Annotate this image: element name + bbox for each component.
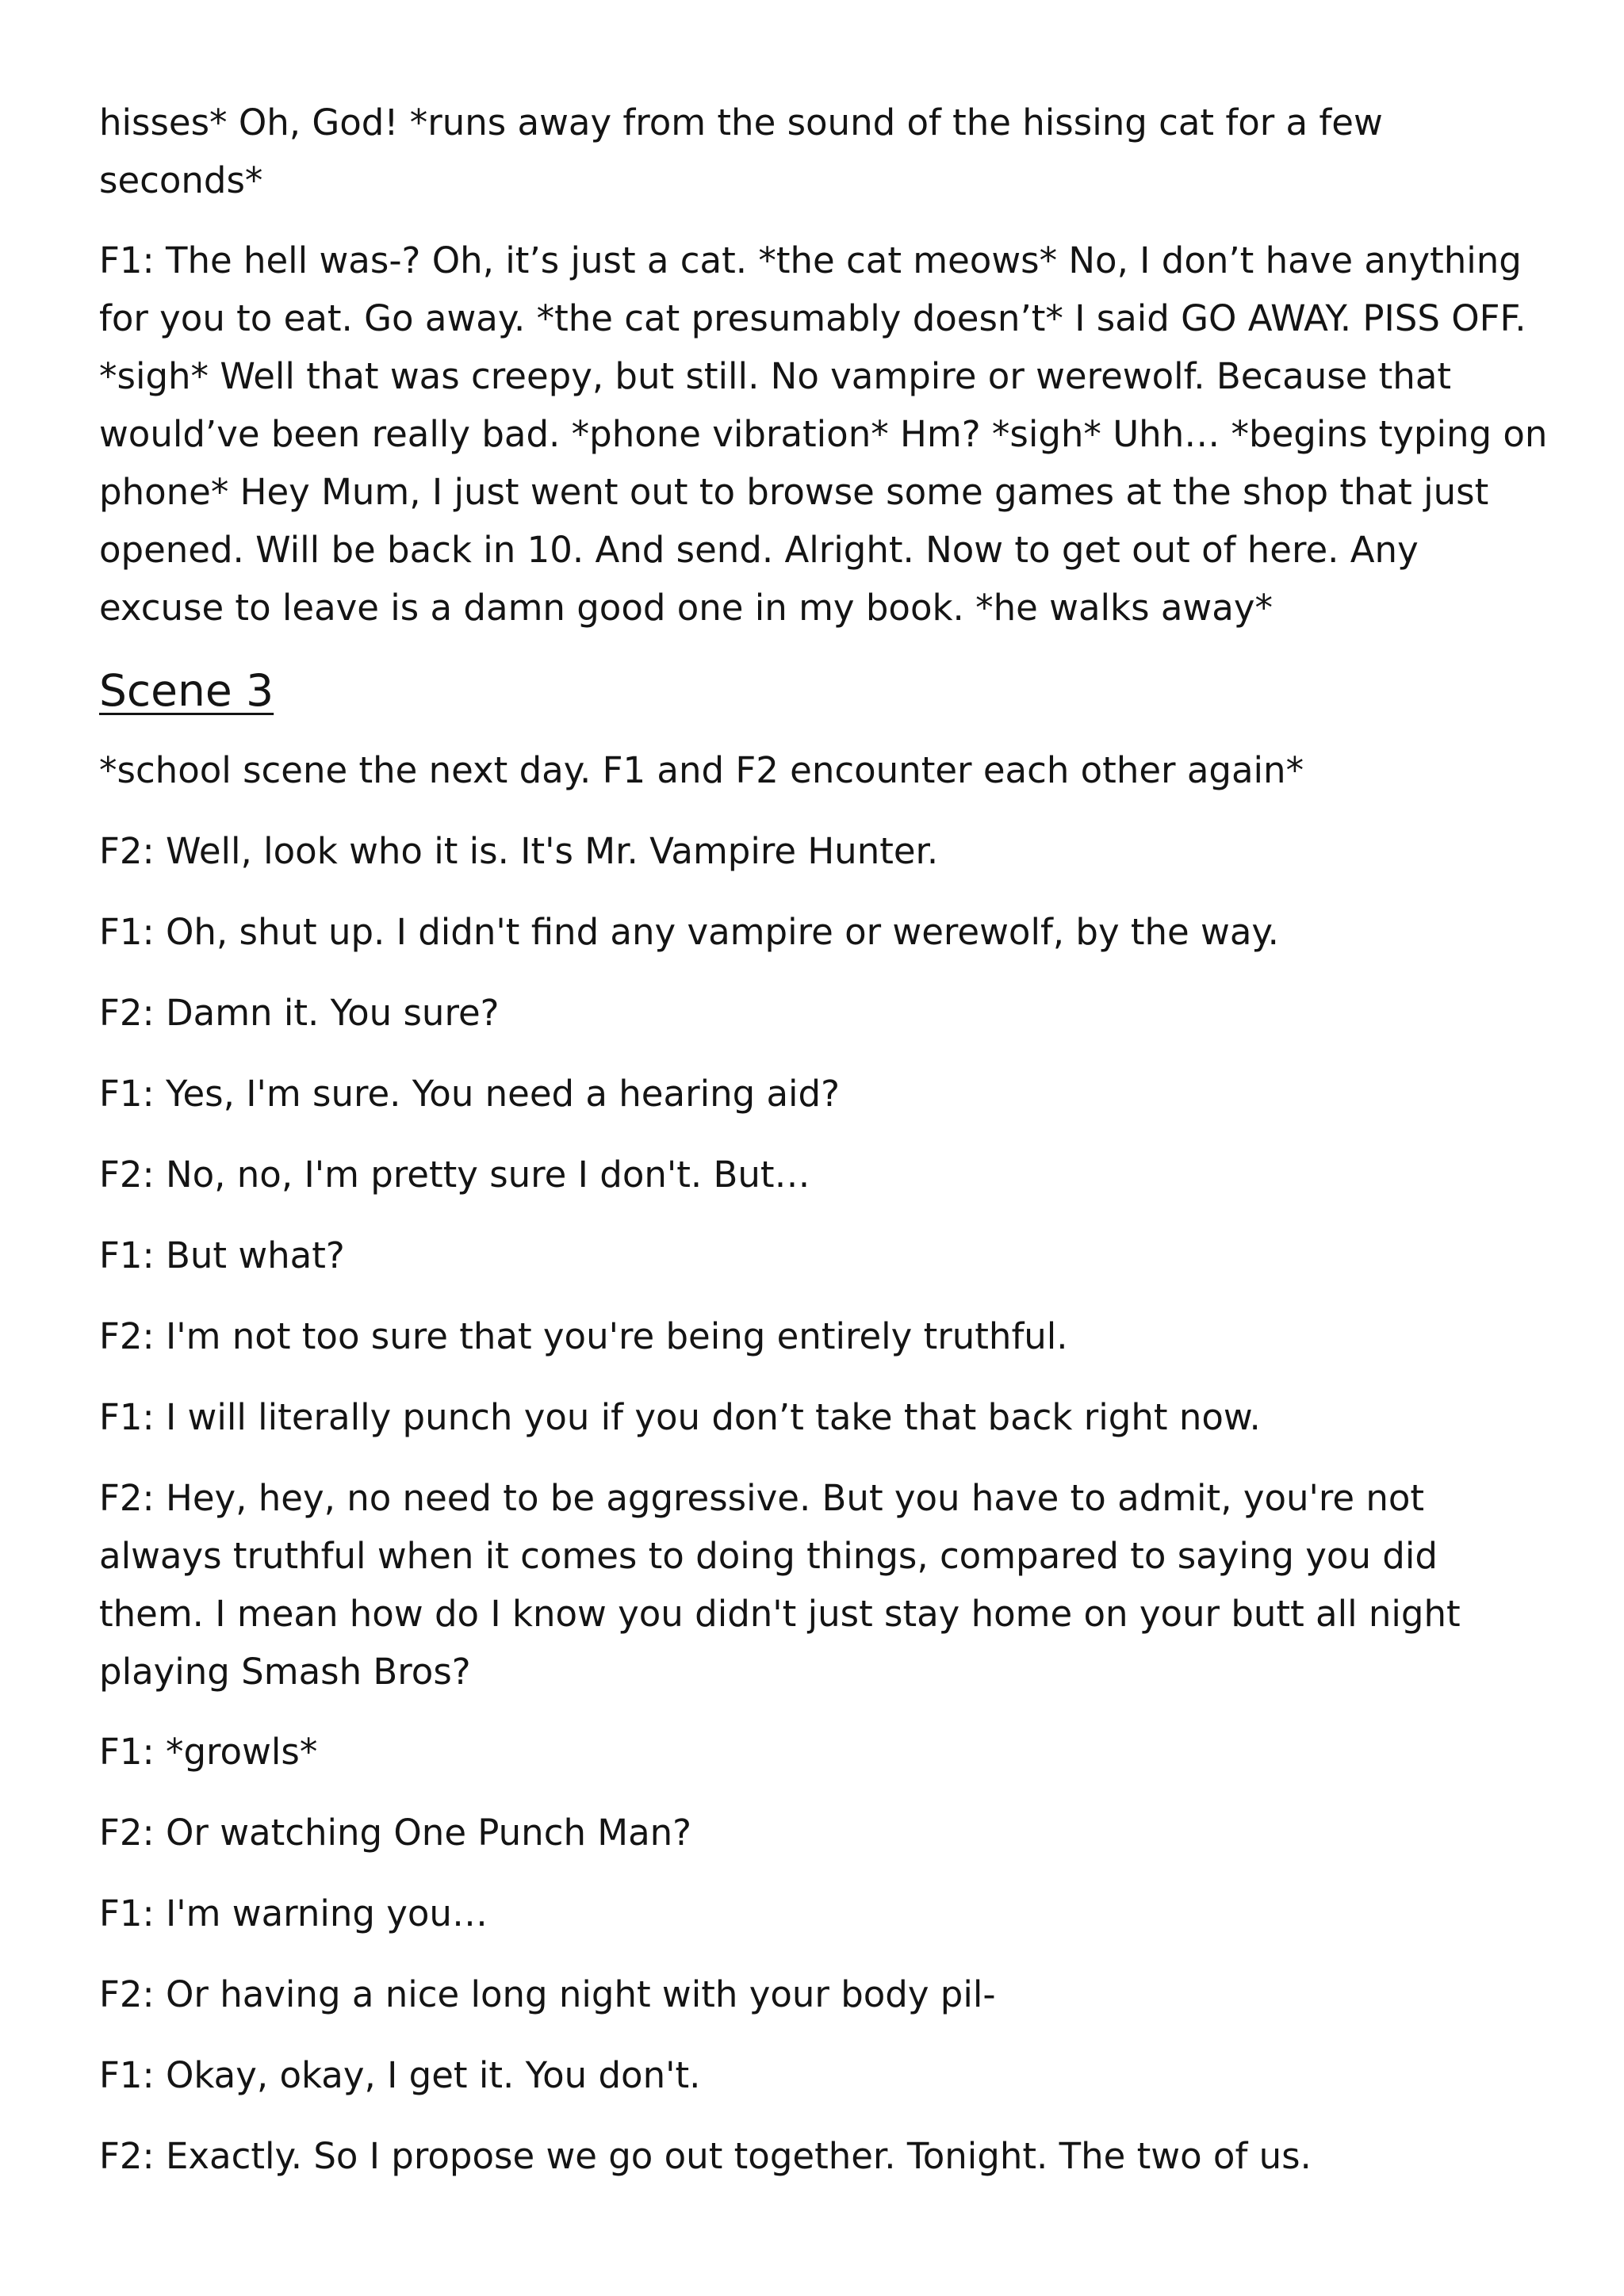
dialogue-line: F2: Damn it. You sure?: [99, 992, 500, 1034]
stage-direction-continuation: hisses* Oh, God! *runs away from the sound of the hissing cat for a few seconds*: [99, 101, 1383, 201]
dialogue-line: F1: *growls*: [99, 1731, 318, 1773]
dialogue-line: F2: Hey, hey, no need to be aggressive. But you have to admit, you're not always truthful when it comes to doing things, compared to saying you did them. I mean how do I know you didn't just stay home on your butt all night playing Smash Bros?: [99, 1477, 1461, 1693]
dialogue-line: F2: Or watching One Punch Man?: [99, 1812, 692, 1854]
dialogue-line: F2: Or having a nice long night with your body pil-: [99, 1973, 996, 2015]
scene-heading: Scene 3: [99, 665, 274, 716]
dialogue-line: F1: But what?: [99, 1234, 345, 1276]
dialogue-line: F2: Exactly. So I propose we go out together. Tonight. The two of us.: [99, 2135, 1312, 2177]
dialogue-line: F2: No, no, I'm pretty sure I don't. But…: [99, 1154, 810, 1196]
dialogue-line: F1: Oh, shut up. I didn't find any vampire or werewolf, by the way.: [99, 911, 1279, 953]
dialogue-line: F1: Yes, I'm sure. You need a hearing aid?: [99, 1073, 840, 1115]
dialogue-line: F1: Okay, okay, I get it. You don't.: [99, 2054, 701, 2096]
dialogue-f1-monologue: F1: The hell was-? Oh, it’s just a cat. *the cat meows* No, I don’t have anything for you to eat. Go away. *the cat presumably doesn’t* I said GO AWAY. PISS OFF. *sigh* Well that was creepy, but still. No vampire or werewolf. Because that would’ve been really bad. *phone vibration* Hm? *sigh* Uhh… *begins typing on phone* Hey Mum, I just went out to browse some games at the shop that just opened. Will be back in 10. And send. Alright. Now to get out of here. Any excuse to leave is a damn good one in my book. *he walks away*: [99, 239, 1548, 629]
dialogue-line: F2: I'm not too sure that you're being entirely truthful.: [99, 1315, 1068, 1357]
script-body: [99, 94, 1550, 2208]
scene-stage-direction: *school scene the next day. F1 and F2 encounter each other again*: [99, 749, 1304, 791]
dialogue-line: F1: I will literally punch you if you don’t take that back right now.: [99, 1396, 1261, 1438]
dialogue-line: F2: Well, look who it is. It's Mr. Vampire Hunter.: [99, 830, 939, 872]
dialogue-line: F1: I'm warning you…: [99, 1892, 488, 1934]
